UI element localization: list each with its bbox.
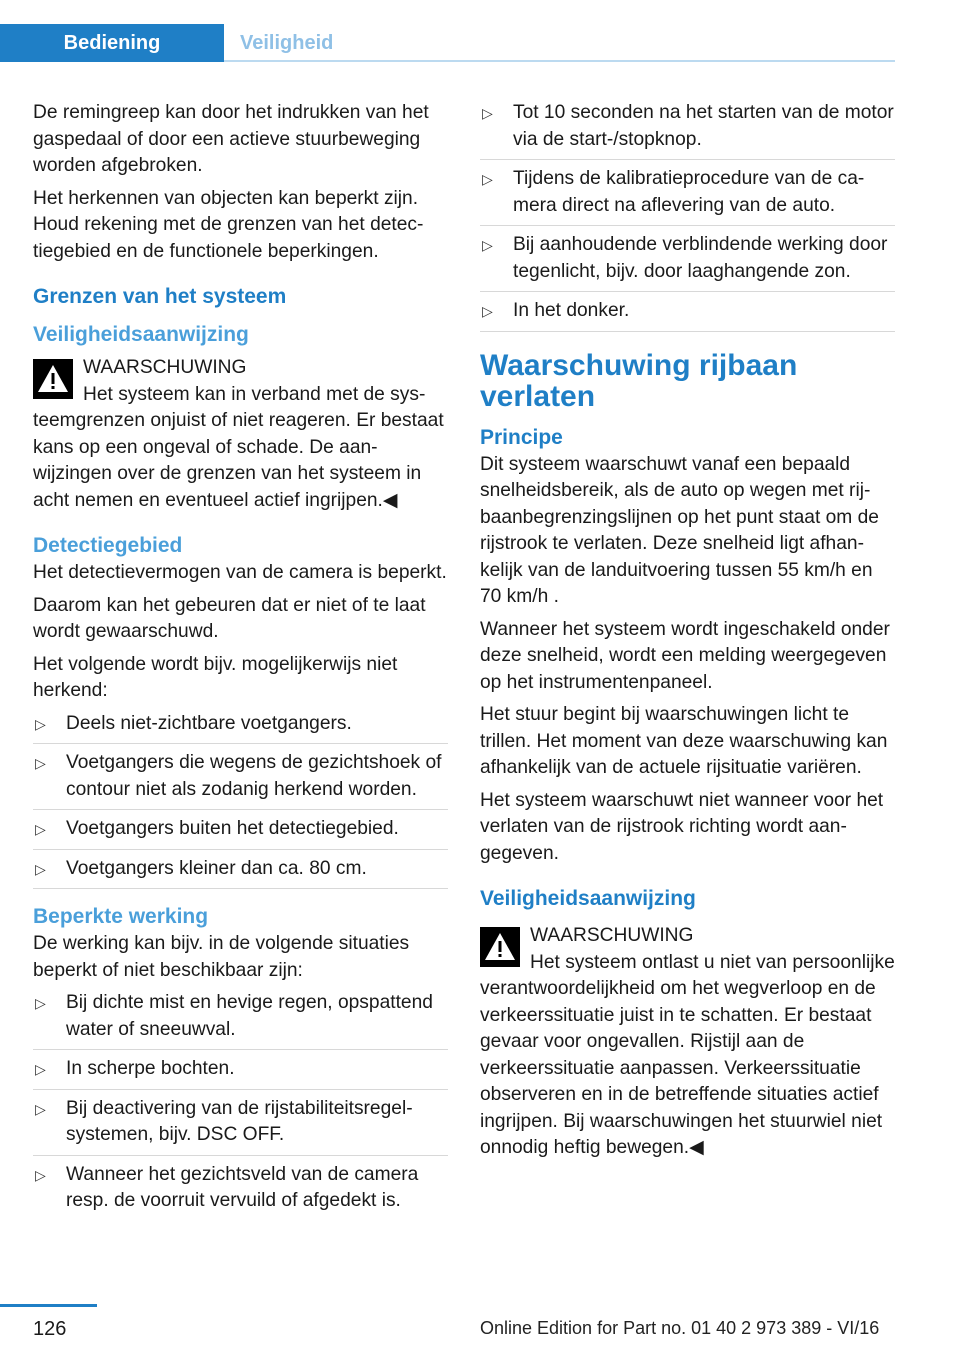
triangle-bullet-icon: ▷ bbox=[482, 171, 493, 187]
bullet-list bbox=[33, 990, 448, 1221]
warning-text: Het systeem ontlast u niet van persoonlijke verantwoordelijkheid om het wegverloop en de verkeerssituatie juist in te schatten. Er bestaat gevaar voor ongevallen. Rijstijl aan de verkeerssituatie aanpassen. Verkeerssituatie observeren en in de betreffende situaties actief ingrijpen. Bij waarschuwingen het stuurwiel niet onnodig heftig bewegen.◀ bbox=[480, 951, 895, 1158]
warning-text: Het systeem kan in verband met de systeemgrenzen onjuist of niet reageren. Er bestaat kans op een ongeval of schade. De aanwijzingen over de grenzen van het systeem in acht nemen en eventueel actief ingrijpen.◀ bbox=[33, 383, 444, 511]
bullet-list bbox=[480, 100, 895, 332]
paragraph: Het stuur begint bij waarschuwingen licht te trillen. Het moment van deze waarschuwing kan afhankelijk van de actuele rijsituatie variëren. bbox=[480, 704, 888, 778]
triangle-bullet-icon: ▷ bbox=[35, 821, 46, 837]
triangle-bullet-icon: ▷ bbox=[35, 755, 46, 771]
triangle-bullet-icon: ▷ bbox=[35, 995, 46, 1011]
heading-waarschuwing-rijbaan: Waarschuwing rijbaan verlaten bbox=[480, 348, 798, 413]
list-item: ▷ Tijdens de kalibratieprocedure van de camera direct na aflevering van de auto. bbox=[480, 166, 895, 226]
footer-rule bbox=[0, 1304, 97, 1307]
paragraph: Daarom kan het gebeuren dat er niet of te laat wordt gewaarschuwd. bbox=[33, 594, 426, 642]
paragraph: Dit systeem waarschuwt vanaf een bepaald snelheidsbereik, als de auto op wegen met rijbaanbegrenzingslijnen op het punt staat om de rijstrook te verlaten. Deze snelheid ligt afhankelijk van de landuitvoering tussen 55 km/h en 70 km/h . bbox=[480, 453, 879, 607]
right-column bbox=[480, 100, 895, 1168]
list-item: ▷ Voetgangers die wegens de gezichtshoek of contour niet als zodanig herkend worden. bbox=[33, 750, 448, 810]
triangle-bullet-icon: ▷ bbox=[35, 1166, 46, 1183]
list-item: ▷ Bij aanhoudende verblindende werking door tegenlicht, bijv. door laaghangende zon. bbox=[480, 232, 895, 292]
edition-note: Online Edition for Part no. 01 40 2 973 389 - VI/16 bbox=[480, 1318, 880, 1338]
triangle-bullet-icon: ▷ bbox=[35, 860, 46, 877]
warning-block bbox=[33, 355, 448, 514]
list-item: ▷ Voetgangers kleiner dan ca. 80 cm. bbox=[33, 856, 448, 890]
tab-bediening[interactable]: Bediening bbox=[0, 24, 224, 62]
list-item: ▷ Tot 10 seconden na het starten van de motor via de start-/stopknop. bbox=[480, 100, 895, 160]
paragraph: De werking kan bijv. in de volgende situaties beperkt of niet beschikbaar zijn: bbox=[33, 933, 410, 981]
triangle-bullet-icon: ▷ bbox=[482, 303, 493, 319]
paragraph: Het herkennen van objecten kan beperkt zijn. Houd rekening met de grenzen van het detectiegebied en de functionele beperkingen. bbox=[33, 187, 424, 262]
paragraph: Het systeem waarschuwt niet wanneer voor het verlaten van de rijstrook richting wordt aangegeven. bbox=[480, 789, 884, 864]
header-tabbar bbox=[0, 0, 895, 62]
paragraph: Het volgende wordt bijv. mogelijkerwijs niet herkend: bbox=[33, 653, 398, 701]
warning-block bbox=[480, 923, 895, 1162]
heading-grenzen: Grenzen van het systeem bbox=[33, 285, 287, 308]
page-number: 126 bbox=[33, 1318, 67, 1340]
list-item: ▷ Wanneer het gezichtsveld van de camera resp. de voorruit vervuild of afgedekt is. bbox=[35, 1163, 419, 1211]
warning-icon bbox=[480, 927, 520, 967]
list-item: ▷ Bij deactivering van de rijstabiliteitsregelsystemen, bijv. DSC OFF. bbox=[33, 1096, 448, 1156]
heading-principe: Principe bbox=[480, 425, 563, 449]
left-column bbox=[33, 100, 448, 1227]
triangle-bullet-icon: ▷ bbox=[35, 715, 46, 732]
header-rule bbox=[224, 60, 895, 62]
list-item: ▷ In scherpe bochten. bbox=[33, 1056, 448, 1090]
heading-beperkte-werking: Beperkte werking bbox=[33, 905, 209, 928]
tab-veiligheid[interactable]: Veiligheid bbox=[240, 32, 334, 54]
bullet-list bbox=[33, 711, 448, 890]
paragraph: De remingreep kan door het indrukken van het gaspedaal of door een actieve stuurbeweging worden afgebroken. bbox=[33, 102, 429, 176]
heading-veiligheidsaanwijzing: Veiligheidsaanwijzing bbox=[33, 323, 249, 346]
triangle-bullet-icon: ▷ bbox=[35, 1100, 46, 1117]
triangle-bullet-icon: ▷ bbox=[35, 1061, 46, 1077]
warning-title: WAARSCHUWING bbox=[83, 357, 247, 378]
list-item: ▷ In het donker. bbox=[480, 298, 895, 332]
list-item: ▷ Voetgangers buiten het detectiegebied. bbox=[33, 816, 448, 850]
paragraph: Wanneer het systeem wordt ingeschakeld onder deze snelheid, wordt een melding weergegeven op het instrumentenpaneel. bbox=[480, 618, 890, 693]
triangle-bullet-icon: ▷ bbox=[482, 237, 493, 253]
heading-detectiegebied: Detectiegebied bbox=[33, 534, 183, 557]
heading-veiligheidsaanwijzing: Veiligheidsaanwijzing bbox=[480, 887, 696, 910]
triangle-bullet-icon: ▷ bbox=[482, 105, 493, 121]
paragraph: Het detectievermogen van de camera is beperkt. bbox=[33, 562, 447, 583]
warning-title: WAARSCHUWING bbox=[530, 925, 694, 946]
list-item: ▷ Bij dichte mist en hevige regen, opspattend water of sneeuwval. bbox=[33, 990, 448, 1050]
list-item: ▷ Deels niet-zichtbare voetgangers. bbox=[33, 711, 448, 745]
warning-icon bbox=[33, 359, 73, 399]
